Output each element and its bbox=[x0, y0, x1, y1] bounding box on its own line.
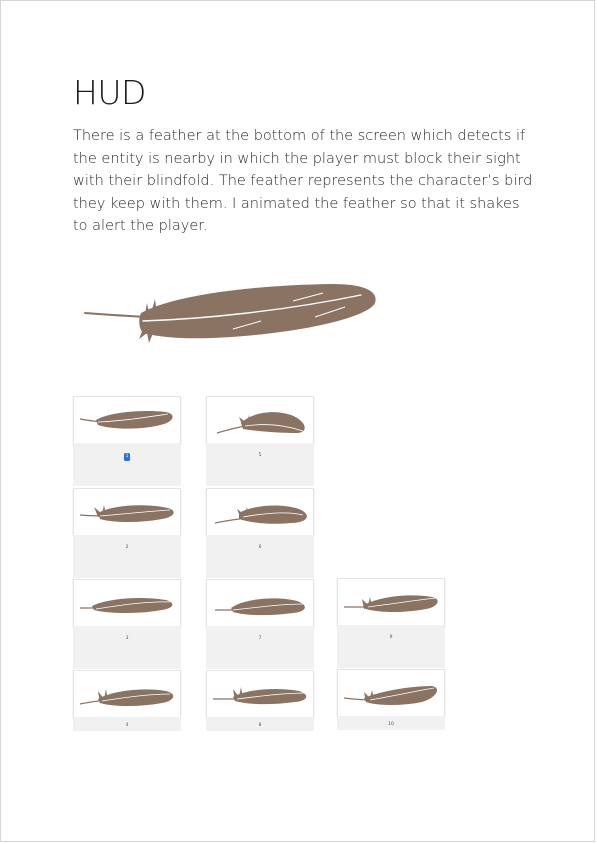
animation-frame[interactable] bbox=[206, 488, 314, 578]
feather-vane bbox=[139, 284, 375, 338]
feather-image bbox=[211, 495, 309, 529]
frame-number: 6 bbox=[258, 545, 262, 550]
feather-image bbox=[83, 281, 379, 345]
feather-image bbox=[78, 403, 176, 437]
feather-image bbox=[78, 495, 176, 529]
frame-thumbnail bbox=[206, 488, 314, 536]
animation-frame[interactable] bbox=[73, 579, 181, 669]
frame-thumbnail bbox=[73, 396, 181, 444]
feather-image bbox=[342, 585, 440, 619]
frame-number: 9 bbox=[389, 635, 393, 640]
animation-frame[interactable] bbox=[206, 579, 314, 669]
frame-number: 7 bbox=[258, 636, 262, 641]
frame-number: 10 bbox=[388, 722, 394, 727]
frame-thumbnail bbox=[206, 670, 314, 718]
frame-thumbnail bbox=[73, 488, 181, 536]
feather-image bbox=[211, 677, 309, 711]
frame-thumbnail bbox=[73, 579, 181, 627]
feather-image bbox=[211, 586, 309, 620]
animation-frame[interactable] bbox=[206, 670, 314, 760]
frame-strip bbox=[206, 626, 314, 669]
frame-number: 2 bbox=[125, 545, 129, 550]
frame-thumbnail bbox=[337, 578, 445, 626]
animation-frame[interactable] bbox=[73, 396, 181, 486]
animation-frame[interactable] bbox=[337, 669, 445, 759]
feather-image bbox=[342, 676, 440, 710]
animation-frame[interactable] bbox=[73, 670, 181, 760]
frame-strip bbox=[73, 443, 181, 486]
frame-strip bbox=[73, 626, 181, 669]
feather-image bbox=[78, 677, 176, 711]
frame-thumbnail bbox=[206, 579, 314, 627]
page-title: HUD bbox=[73, 73, 146, 112]
frame-number: 1 bbox=[125, 454, 129, 459]
frame-number: 5 bbox=[258, 453, 262, 458]
frame-number: 3 bbox=[125, 636, 129, 641]
frame-strip bbox=[73, 535, 181, 578]
frame-thumbnail bbox=[73, 670, 181, 718]
hud-description: There is a feather at the bottom of the screen which detects if the entity is nearby in which the player must block their sight with their blindfold. The feather represents the character’s bird they keep with them. I animated the feather so that it shakes to alert the player. bbox=[73, 128, 533, 234]
frame-strip bbox=[206, 535, 314, 578]
frame-number: 8 bbox=[258, 723, 262, 728]
feather-image bbox=[78, 586, 176, 620]
feather-image bbox=[211, 403, 309, 437]
frame-number: 4 bbox=[125, 723, 129, 728]
frame-strip bbox=[206, 443, 314, 486]
animation-frame[interactable] bbox=[337, 578, 445, 668]
frame-thumbnail bbox=[337, 669, 445, 717]
animation-frame[interactable] bbox=[73, 488, 181, 578]
frame-strip bbox=[337, 625, 445, 668]
animation-frame[interactable] bbox=[206, 396, 314, 486]
frame-thumbnail bbox=[206, 396, 314, 444]
